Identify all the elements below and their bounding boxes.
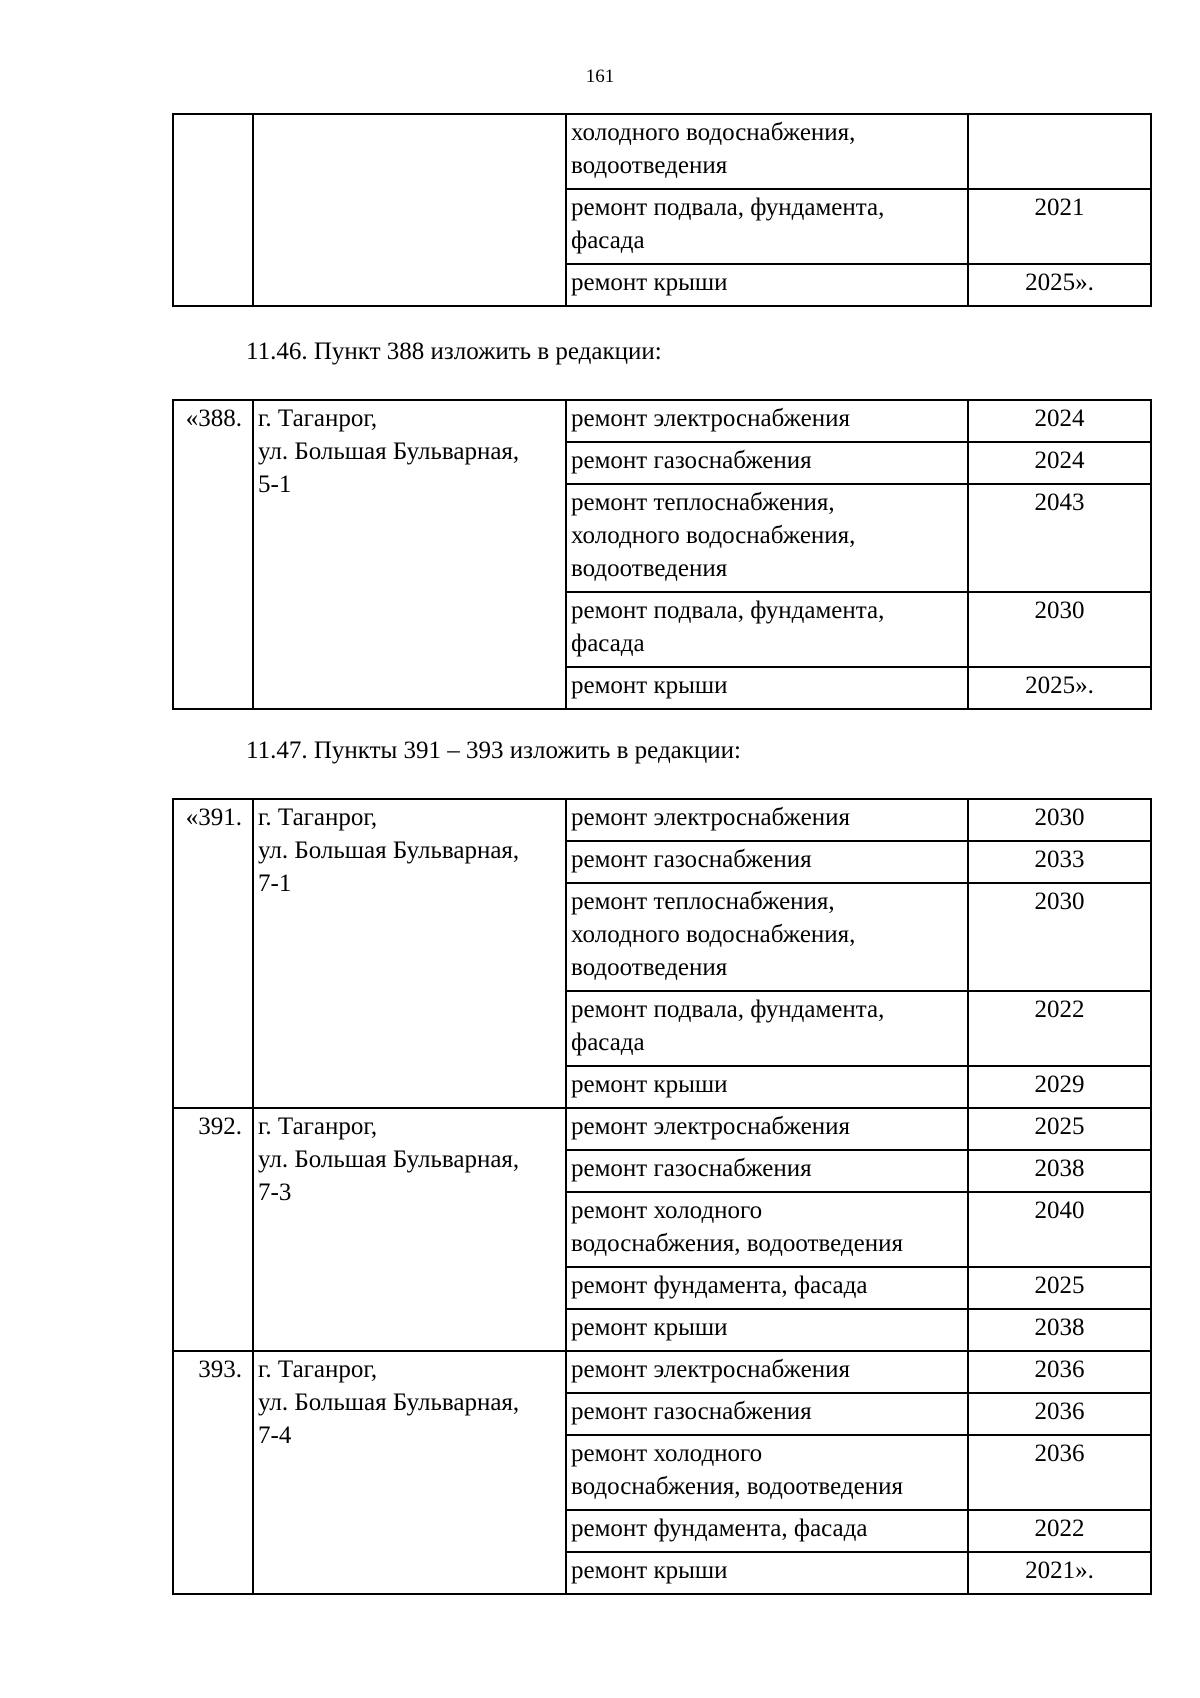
item-number: «388. — [173, 400, 253, 709]
work-cell: ремонт теплоснабжения, холодного водоснабжения, водоотведения — [566, 883, 968, 991]
item-address: г. Таганрог, ул. Большая Бульварная, 7-3 — [253, 1108, 566, 1351]
item-number: «391. — [173, 799, 253, 1108]
work-cell: ремонт электроснабжения — [566, 1351, 968, 1393]
year-cell: 2022 — [968, 991, 1151, 1066]
work-cell: ремонт теплоснабжения, холодного водоснабжения, водоотведения — [566, 484, 968, 592]
address-cell — [253, 114, 566, 306]
paragraph-11-46: 11.46. Пункт 388 изложить в редакции: — [246, 338, 662, 365]
year-cell: 2021». — [968, 1552, 1151, 1594]
year-cell: 2043 — [968, 484, 1151, 592]
work-cell: ремонт крыши — [566, 1552, 968, 1594]
continuation-table — [172, 113, 1152, 307]
table-item-388 — [172, 399, 1152, 710]
work-cell: ремонт электроснабжения — [566, 1108, 968, 1150]
work-cell: ремонт газоснабжения — [566, 442, 968, 484]
work-cell: ремонт подвала, фундамента, фасада — [566, 592, 968, 667]
work-cell: ремонт холодного водоснабжения, водоотведения — [566, 1435, 968, 1510]
work-cell: ремонт подвала, фундамента, фасада — [566, 991, 968, 1066]
work-cell: ремонт крыши — [566, 1066, 968, 1108]
work-cell: ремонт газоснабжения — [566, 1150, 968, 1192]
year-cell: 2024 — [968, 442, 1151, 484]
work-cell: ремонт газоснабжения — [566, 1393, 968, 1435]
work-cell: ремонт фундамента, фасада — [566, 1267, 968, 1309]
year-cell: 2030 — [968, 592, 1151, 667]
year-cell: 2025 — [968, 1108, 1151, 1150]
item-address: г. Таганрог, ул. Большая Бульварная, 7-1 — [253, 799, 566, 1108]
year-cell: 2033 — [968, 841, 1151, 883]
year-cell: 2025». — [968, 667, 1151, 709]
year-cell: 2030 — [968, 883, 1151, 991]
work-cell: ремонт фундамента, фасада — [566, 1510, 968, 1552]
work-cell: ремонт холодного водоснабжения, водоотведения — [566, 1192, 968, 1267]
year-cell: 2025 — [968, 1267, 1151, 1309]
item-address: г. Таганрог, ул. Большая Бульварная, 5-1 — [253, 400, 566, 709]
work-cell: ремонт подвала, фундамента, фасада — [566, 189, 968, 264]
year-cell: 2022 — [968, 1510, 1151, 1552]
work-cell: ремонт электроснабжения — [566, 400, 968, 442]
item-number: 393. — [173, 1351, 253, 1594]
item-address: г. Таганрог, ул. Большая Бульварная, 7-4 — [253, 1351, 566, 1594]
item-number: 392. — [173, 1108, 253, 1351]
paragraph-11-47: 11.47. Пункты 391 – 393 изложить в редакции: — [246, 737, 741, 764]
year-cell: 2040 — [968, 1192, 1151, 1267]
work-cell: ремонт электроснабжения — [566, 799, 968, 841]
year-cell: 2025». — [968, 264, 1151, 306]
page-number: 161 — [585, 66, 615, 87]
year-cell: 2036 — [968, 1393, 1151, 1435]
table-items-391-393 — [172, 798, 1152, 1595]
year-cell — [968, 114, 1151, 189]
work-cell: ремонт крыши — [566, 264, 968, 306]
work-cell: ремонт газоснабжения — [566, 841, 968, 883]
work-cell: ремонт крыши — [566, 667, 968, 709]
year-cell: 2029 — [968, 1066, 1151, 1108]
year-cell: 2024 — [968, 400, 1151, 442]
year-cell: 2038 — [968, 1150, 1151, 1192]
number-cell — [173, 114, 253, 306]
work-cell: холодного водоснабжения, водоотведения — [566, 114, 968, 189]
year-cell: 2030 — [968, 799, 1151, 841]
year-cell: 2021 — [968, 189, 1151, 264]
year-cell: 2036 — [968, 1435, 1151, 1510]
work-cell: ремонт крыши — [566, 1309, 968, 1351]
year-cell: 2036 — [968, 1351, 1151, 1393]
year-cell: 2038 — [968, 1309, 1151, 1351]
